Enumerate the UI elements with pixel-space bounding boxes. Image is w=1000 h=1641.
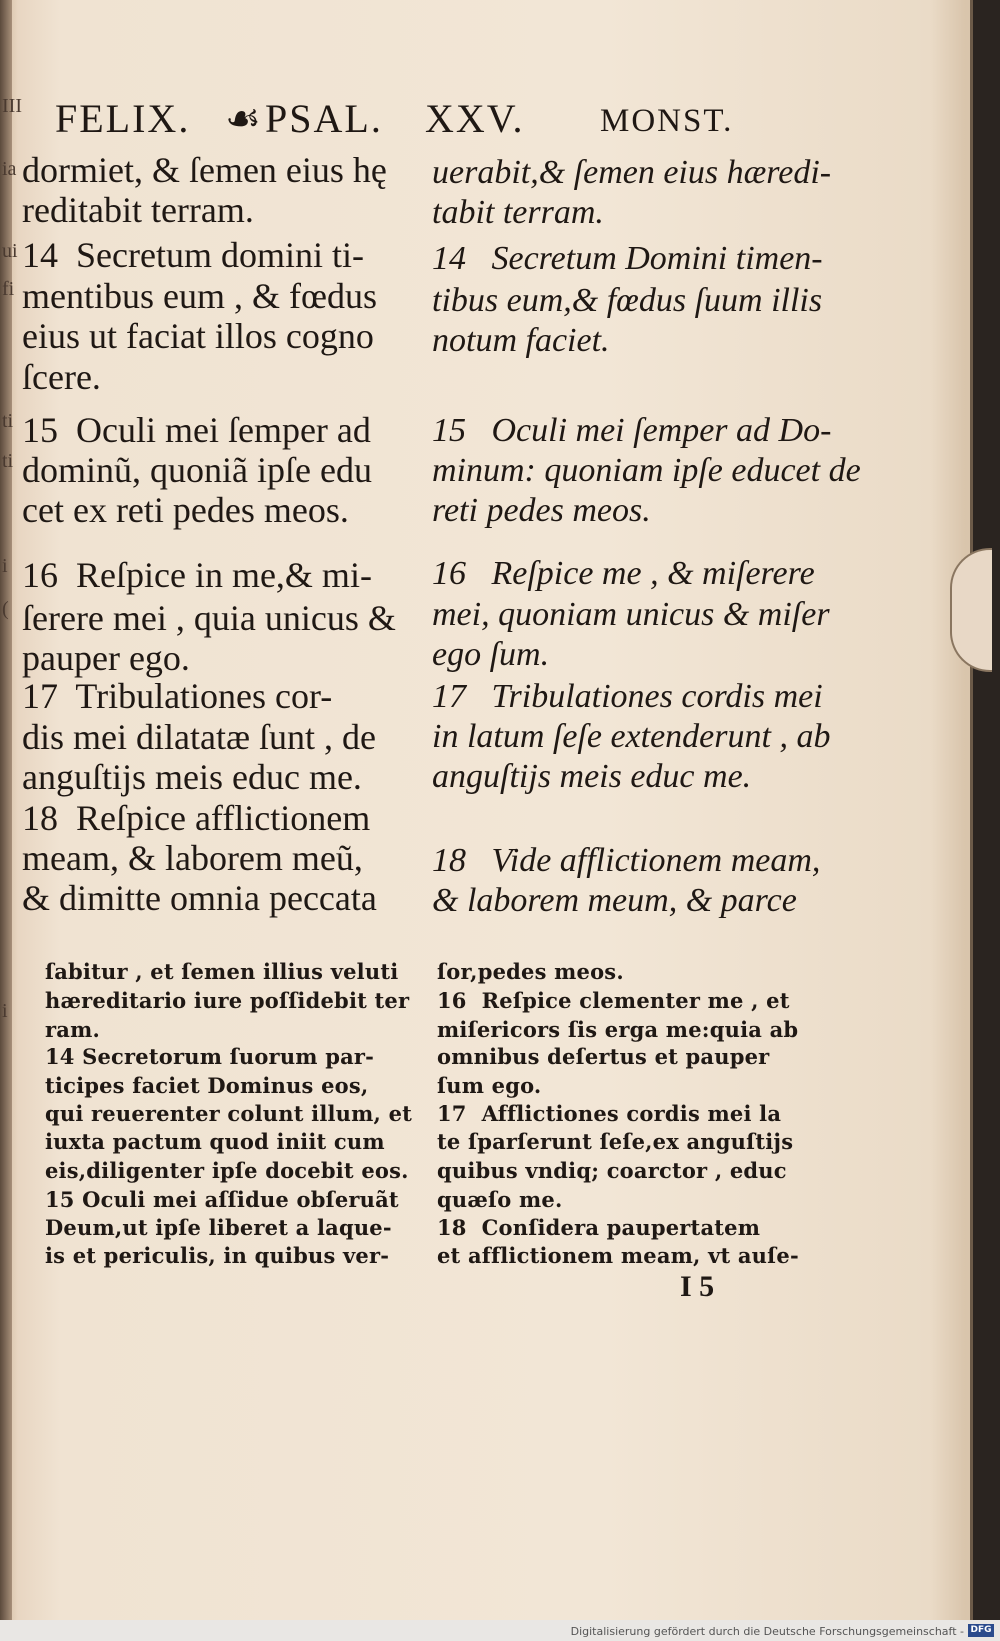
vulgate-line: ſcere.: [22, 357, 101, 397]
hebrew-line: 15 Oculi mei ſemper ad Do-: [432, 412, 832, 449]
hebrew-line: uerabit,& ſemen eius hæredi-: [432, 154, 832, 191]
hebrew-line: in latum ſeſe extenderunt , ab: [432, 718, 831, 755]
page-tab: [950, 548, 992, 672]
vulgate-line: reditabit terram.: [22, 190, 254, 230]
running-head-middle: PSAL.: [265, 96, 383, 141]
vulgate-line: 17 Tribulationes cor-: [22, 676, 333, 716]
margin-fragment: fi: [2, 278, 15, 300]
paraphrase-line: ſabitur , et ſemen illius veluti: [45, 959, 399, 984]
vulgate-line: mentibus eum , & fœdus: [22, 276, 377, 316]
footer-credit: Digitalisierung gefördert durch die Deutsche Forschungsgemeinschaft -: [570, 1625, 964, 1638]
paraphrase-line: eis,diligenter ipſe docebit eos.: [45, 1158, 409, 1183]
paraphrase-line: quæſo me.: [437, 1187, 563, 1212]
hebrew-line: 14 Secretum Domini timen-: [432, 240, 823, 277]
margin-fragment: III: [2, 95, 22, 117]
running-head-number: XXV.: [425, 96, 525, 141]
vulgate-line: eius ut faciat illos cogno: [22, 316, 374, 356]
signature-mark: I 5: [680, 1270, 715, 1303]
margin-fragment: ui: [2, 240, 18, 262]
paraphrase-line: miſericors ſis erga me:quia ab: [437, 1017, 799, 1042]
dfg-logo: DFG: [968, 1624, 994, 1637]
vulgate-line: & dimitte omnia peccata: [22, 878, 377, 918]
margin-fragment: ia: [2, 158, 17, 180]
paraphrase-line: 18 Conſidera paupertatem: [437, 1215, 761, 1240]
fleuron-icon: ☙: [225, 96, 263, 141]
hebrew-line: 18 Vide afflictionem meam,: [432, 842, 821, 879]
hebrew-line: ego ſum.: [432, 636, 550, 673]
hebrew-line: tibus eum,& fœdus ſuum illis: [432, 282, 823, 319]
vulgate-line: ſerere mei , quia unicus &: [22, 598, 396, 638]
margin-fragment: i: [2, 1000, 8, 1022]
paraphrase-line: et afflictionem meam, vt auſe-: [437, 1243, 799, 1268]
hebrew-line: notum faciet.: [432, 322, 610, 359]
paraphrase-line: is et periculis, in quibus ver-: [45, 1243, 390, 1268]
margin-fragment: ti: [2, 410, 14, 432]
vulgate-line: dis mei dilatatæ ſunt , de: [22, 717, 376, 757]
hebrew-line: 17 Tribulationes cordis mei: [432, 678, 823, 715]
paraphrase-line: ram.: [45, 1017, 101, 1042]
paraphrase-line: ſor,pedes meos.: [437, 959, 624, 984]
vulgate-line: meam, & laborem meũ,: [22, 838, 363, 878]
paraphrase-line: ſum ego.: [437, 1073, 542, 1098]
paraphrase-line: 15 Oculi mei aſſidue obſeruãt: [45, 1187, 399, 1212]
hebrew-line: minum: quoniam ipſe educet de: [432, 452, 861, 489]
paraphrase-line: ticipes faciet Dominus eos,: [45, 1073, 369, 1098]
hebrew-line: reti pedes meos.: [432, 492, 651, 529]
paraphrase-line: Deum,ut ipſe liberet a laque-: [45, 1215, 392, 1240]
paraphrase-line: 16 Reſpice clementer me , et: [437, 988, 790, 1013]
vulgate-line: 15 Oculi mei ſemper ad: [22, 410, 371, 450]
running-head-left: FELIX.: [55, 96, 191, 141]
hebrew-line: tabit terram.: [432, 194, 604, 231]
paraphrase-line: omnibus deſertus et pauper: [437, 1044, 770, 1069]
paraphrase-line: qui reuerenter colunt illum, et: [45, 1101, 413, 1126]
vulgate-line: cet ex reti pedes meos.: [22, 490, 349, 530]
vulgate-line: 16 Reſpice in me,& mi-: [22, 555, 372, 595]
vulgate-line: pauper ego.: [22, 638, 190, 678]
margin-fragment: ti: [2, 450, 14, 472]
margin-fragment: i: [2, 555, 8, 577]
running-head: [55, 95, 875, 145]
hebrew-line: anguſtijs meis educ me.: [432, 758, 752, 795]
paraphrase-line: iuxta pactum quod iniit cum: [45, 1129, 385, 1154]
running-head-right: MONST.: [600, 103, 734, 139]
vulgate-line: 14 Secretum domini ti-: [22, 235, 364, 275]
hebrew-line: 16 Reſpice me , & miſerere: [432, 555, 815, 592]
paraphrase-line: hæreditario iure poſſidebit ter: [45, 988, 410, 1013]
paraphrase-line: quibus vndiq; coarctor , educ: [437, 1158, 787, 1183]
paraphrase-line: 14 Secretorum ſuorum par-: [45, 1044, 375, 1069]
margin-fragment: (: [2, 598, 9, 620]
paraphrase-line: te ſparſerunt ſeſe,ex anguſtijs: [437, 1129, 794, 1154]
vulgate-line: 18 Reſpice afflictionem: [22, 798, 371, 838]
vulgate-line: dominũ, quoniã ipſe edu: [22, 450, 372, 490]
paraphrase-line: 17 Afflictiones cordis mei la: [437, 1101, 782, 1126]
vulgate-line: anguſtijs meis educ me.: [22, 757, 362, 797]
hebrew-line: mei, quoniam unicus & miſer: [432, 596, 830, 633]
vulgate-line: dormiet, & ſemen eius hę: [22, 150, 387, 190]
hebrew-line: & laborem meum, & parce: [432, 882, 797, 919]
